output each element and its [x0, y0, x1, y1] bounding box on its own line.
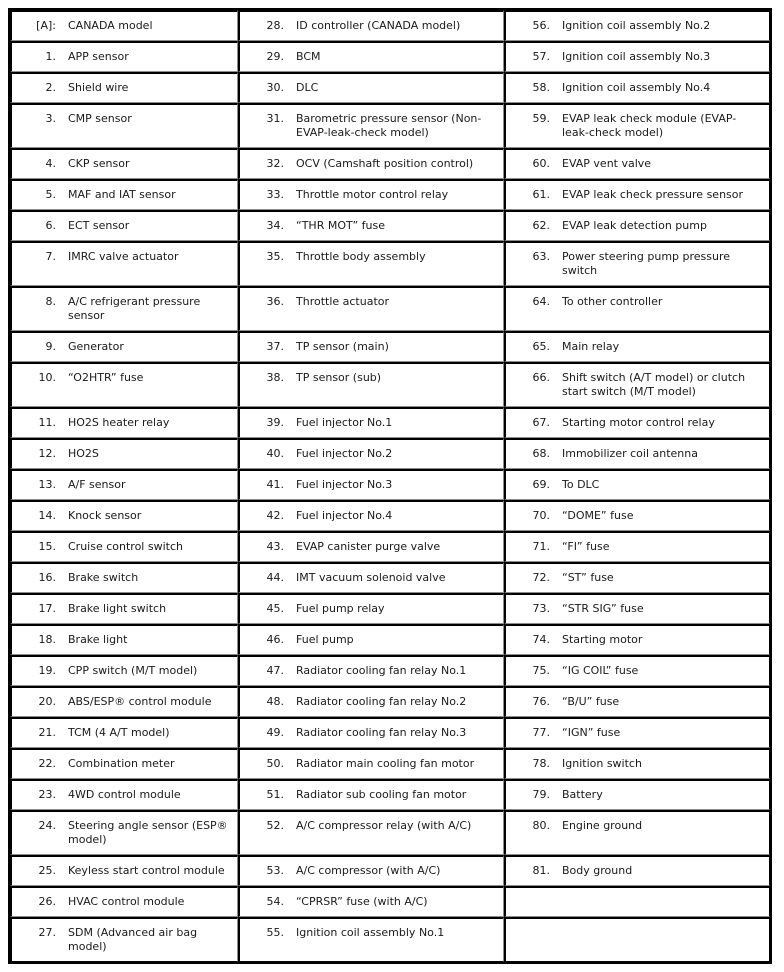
item-label: EVAP leak check module (EVAP-leak-check model) — [562, 112, 737, 139]
legend-cell — [504, 531, 770, 562]
item-label: Fuel pump relay — [296, 602, 385, 615]
table-row — [10, 531, 770, 562]
item-number: 17. — [38, 602, 56, 615]
item-label: “B/U” fuse — [562, 695, 620, 708]
item-number: 36. — [266, 295, 284, 308]
item-number: 78. — [532, 757, 550, 770]
item-label: DLC — [296, 81, 319, 94]
item-label: APP sensor — [68, 50, 129, 63]
item-number: 43. — [266, 540, 284, 553]
item-number: 58. — [532, 81, 550, 94]
table-row — [10, 148, 770, 179]
table-row — [10, 10, 770, 41]
table-row — [10, 886, 770, 917]
item-number: 2. — [45, 81, 56, 94]
item-number: 71. — [532, 540, 550, 553]
item-label: To other controller — [562, 295, 663, 308]
item-number: 31. — [266, 112, 284, 125]
legend-cell — [238, 148, 504, 179]
item-number: 50. — [266, 757, 284, 770]
item-number: 73. — [532, 602, 550, 615]
item-label: Brake light — [68, 633, 128, 646]
table-row — [10, 210, 770, 241]
legend-cell — [10, 624, 238, 655]
table-row — [10, 562, 770, 593]
item-label: Barometric pressure sensor (Non-EVAP-leak-check model) — [296, 112, 482, 139]
legend-cell — [238, 286, 504, 331]
item-number: [A]: — [36, 19, 56, 32]
item-number: 77. — [532, 726, 550, 739]
legend-cell — [10, 717, 238, 748]
legend-cell — [10, 331, 238, 362]
component-legend-table — [8, 8, 772, 964]
item-label: Radiator cooling fan relay No.1 — [296, 664, 467, 677]
item-label: Engine ground — [562, 819, 643, 832]
item-label: Ignition coil assembly No.2 — [562, 19, 711, 32]
item-label: Throttle body assembly — [296, 250, 426, 263]
item-number: 30. — [266, 81, 284, 94]
item-number: 76. — [532, 695, 550, 708]
item-label: Power steering pump pressure switch — [562, 250, 731, 277]
item-number: 68. — [532, 447, 550, 460]
item-label: Shift switch (A/T model) or clutch start switch (M/T model) — [562, 371, 746, 398]
legend-cell — [504, 624, 770, 655]
item-number: 4. — [45, 157, 56, 170]
item-number: 23. — [38, 788, 56, 801]
item-label: “THR MOT” fuse — [296, 219, 385, 232]
legend-cell — [10, 855, 238, 886]
item-label: Ignition coil assembly No.3 — [562, 50, 711, 63]
legend-cell — [238, 331, 504, 362]
legend-cell — [10, 917, 238, 962]
legend-cell — [504, 241, 770, 286]
legend-cell — [10, 241, 238, 286]
item-label: TP sensor (main) — [296, 340, 389, 353]
item-number: 61. — [532, 188, 550, 201]
item-label: ID controller (CANADA model) — [296, 19, 461, 32]
legend-cell — [238, 179, 504, 210]
table-row — [10, 103, 770, 148]
table-row — [10, 438, 770, 469]
legend-cell — [10, 655, 238, 686]
item-label: ABS/ESP® control module — [68, 695, 212, 708]
item-number: 80. — [532, 819, 550, 832]
legend-cell — [504, 810, 770, 855]
legend-cell — [238, 531, 504, 562]
table-row — [10, 241, 770, 286]
legend-cell — [10, 179, 238, 210]
item-number: 69. — [532, 478, 550, 491]
item-number: 55. — [266, 926, 284, 939]
item-number: 41. — [266, 478, 284, 491]
legend-cell — [238, 362, 504, 407]
item-number: 15. — [38, 540, 56, 553]
item-label: HO2S — [68, 447, 99, 460]
table-row — [10, 72, 770, 103]
item-label: Keyless start control module — [68, 864, 225, 877]
item-label: IMT vacuum solenoid valve — [296, 571, 446, 584]
legend-cell — [10, 748, 238, 779]
legend-cell — [10, 438, 238, 469]
item-number: 66. — [532, 371, 550, 384]
legend-cell — [504, 103, 770, 148]
item-label: “ST” fuse — [562, 571, 614, 584]
legend-cell — [10, 41, 238, 72]
item-number: 18. — [38, 633, 56, 646]
item-number: 32. — [266, 157, 284, 170]
item-number: 33. — [266, 188, 284, 201]
item-label: “O2HTR” fuse — [68, 371, 144, 384]
legend-cell — [10, 407, 238, 438]
table-row — [10, 779, 770, 810]
item-label: “IG COIL” fuse — [562, 664, 639, 677]
legend-cell — [238, 917, 504, 962]
item-number: 38. — [266, 371, 284, 384]
item-number: 75. — [532, 664, 550, 677]
legend-cell — [504, 855, 770, 886]
item-number: 8. — [45, 295, 56, 308]
legend-table-body — [10, 10, 770, 962]
legend-cell — [504, 210, 770, 241]
table-row — [10, 717, 770, 748]
item-number: 12. — [38, 447, 56, 460]
item-label: EVAP leak check pressure sensor — [562, 188, 744, 201]
item-number: 79. — [532, 788, 550, 801]
item-label: Brake switch — [68, 571, 139, 584]
item-label: “IGN” fuse — [562, 726, 621, 739]
legend-cell — [10, 500, 238, 531]
item-label: A/C refrigerant pressure sensor — [68, 295, 201, 322]
item-label: EVAP vent valve — [562, 157, 652, 170]
item-label: Combination meter — [68, 757, 175, 770]
item-label: Fuel pump — [296, 633, 354, 646]
item-number: 62. — [532, 219, 550, 232]
legend-cell — [10, 593, 238, 624]
item-label: OCV (Camshaft position control) — [296, 157, 474, 170]
item-label: CMP sensor — [68, 112, 132, 125]
legend-cell — [10, 779, 238, 810]
table-row — [10, 593, 770, 624]
table-row — [10, 179, 770, 210]
item-label: Main relay — [562, 340, 620, 353]
item-number: 48. — [266, 695, 284, 708]
item-label: Fuel injector No.3 — [296, 478, 393, 491]
item-label: CPP switch (M/T model) — [68, 664, 198, 677]
item-number: 49. — [266, 726, 284, 739]
item-label: CANADA model — [68, 19, 153, 32]
item-label: Ignition coil assembly No.4 — [562, 81, 711, 94]
item-number: 44. — [266, 571, 284, 584]
item-number: 14. — [38, 509, 56, 522]
item-label: Immobilizer coil antenna — [562, 447, 698, 460]
legend-cell — [238, 407, 504, 438]
table-row — [10, 362, 770, 407]
legend-cell — [504, 41, 770, 72]
legend-cell — [238, 655, 504, 686]
item-label: Ignition switch — [562, 757, 642, 770]
item-number: 39. — [266, 416, 284, 429]
legend-cell — [10, 148, 238, 179]
table-row — [10, 286, 770, 331]
item-label: Cruise control switch — [68, 540, 183, 553]
item-label: Radiator cooling fan relay No.3 — [296, 726, 467, 739]
legend-cell — [504, 593, 770, 624]
item-label: SDM (Advanced air bag model) — [68, 926, 198, 953]
legend-cell — [238, 562, 504, 593]
legend-cell-empty — [504, 886, 770, 917]
item-number: 26. — [38, 895, 56, 908]
legend-cell — [238, 438, 504, 469]
item-label: IMRC valve actuator — [68, 250, 179, 263]
item-number: 11. — [38, 416, 56, 429]
legend-cell — [238, 855, 504, 886]
item-label: Shield wire — [68, 81, 129, 94]
legend-cell — [10, 103, 238, 148]
legend-cell — [504, 286, 770, 331]
item-label: Starting motor control relay — [562, 416, 715, 429]
item-number: 42. — [266, 509, 284, 522]
legend-cell — [238, 41, 504, 72]
legend-cell — [10, 562, 238, 593]
legend-cell — [504, 469, 770, 500]
item-label: BCM — [296, 50, 321, 63]
item-number: 24. — [38, 819, 56, 832]
item-number: 56. — [532, 19, 550, 32]
item-label: Ignition coil assembly No.1 — [296, 926, 445, 939]
legend-cell — [504, 748, 770, 779]
item-number: 46. — [266, 633, 284, 646]
item-label: Body ground — [562, 864, 633, 877]
item-label: Throttle actuator — [296, 295, 390, 308]
item-label: “FI” fuse — [562, 540, 610, 553]
legend-cell — [504, 686, 770, 717]
legend-cell — [10, 686, 238, 717]
table-row — [10, 855, 770, 886]
table-row — [10, 655, 770, 686]
item-label: HVAC control module — [68, 895, 185, 908]
item-number: 67. — [532, 416, 550, 429]
legend-cell — [238, 500, 504, 531]
table-row — [10, 41, 770, 72]
item-number: 60. — [532, 157, 550, 170]
item-label: “STR SIG” fuse — [562, 602, 644, 615]
legend-cell — [238, 210, 504, 241]
item-number: 72. — [532, 571, 550, 584]
item-label: Steering angle sensor (ESP® model) — [68, 819, 228, 846]
item-number: 81. — [532, 864, 550, 877]
item-label: CKP sensor — [68, 157, 130, 170]
legend-cell — [504, 500, 770, 531]
legend-cell — [504, 72, 770, 103]
item-label: Throttle motor control relay — [296, 188, 449, 201]
item-label: A/F sensor — [68, 478, 126, 491]
item-label: EVAP leak detection pump — [562, 219, 707, 232]
item-label: MAF and IAT sensor — [68, 188, 176, 201]
item-number: 25. — [38, 864, 56, 877]
item-number: 45. — [266, 602, 284, 615]
item-number: 6. — [45, 219, 56, 232]
item-label: Generator — [68, 340, 124, 353]
item-label: To DLC — [562, 478, 600, 491]
item-number: 37. — [266, 340, 284, 353]
legend-cell — [238, 624, 504, 655]
legend-cell — [238, 748, 504, 779]
legend-cell — [504, 179, 770, 210]
item-number: 20. — [38, 695, 56, 708]
item-number: 35. — [266, 250, 284, 263]
item-label: Radiator sub cooling fan motor — [296, 788, 467, 801]
item-label: Starting motor — [562, 633, 643, 646]
legend-cell — [238, 10, 504, 41]
legend-cell — [238, 779, 504, 810]
table-row — [10, 331, 770, 362]
item-label: TP sensor (sub) — [296, 371, 382, 384]
legend-cell — [238, 469, 504, 500]
item-label: “CPRSR” fuse (with A/C) — [296, 895, 428, 908]
legend-cell — [10, 810, 238, 855]
legend-cell — [238, 593, 504, 624]
item-number: 3. — [45, 112, 56, 125]
table-row — [10, 686, 770, 717]
legend-cell — [504, 148, 770, 179]
item-number: 28. — [266, 19, 284, 32]
table-row — [10, 624, 770, 655]
legend-cell — [238, 886, 504, 917]
item-number: 59. — [532, 112, 550, 125]
legend-cell — [10, 286, 238, 331]
item-number: 19. — [38, 664, 56, 677]
legend-cell — [504, 407, 770, 438]
item-label: Radiator cooling fan relay No.2 — [296, 695, 467, 708]
table-row — [10, 917, 770, 962]
item-label: EVAP canister purge valve — [296, 540, 441, 553]
item-label: A/C compressor (with A/C) — [296, 864, 441, 877]
item-number: 74. — [532, 633, 550, 646]
legend-cell — [10, 10, 238, 41]
item-label: Fuel injector No.4 — [296, 509, 393, 522]
table-row — [10, 500, 770, 531]
legend-cell — [238, 241, 504, 286]
item-number: 54. — [266, 895, 284, 908]
legend-cell — [10, 72, 238, 103]
item-number: 70. — [532, 509, 550, 522]
item-label: Brake light switch — [68, 602, 167, 615]
item-number: 51. — [266, 788, 284, 801]
item-number: 22. — [38, 757, 56, 770]
item-number: 27. — [38, 926, 56, 939]
item-number: 57. — [532, 50, 550, 63]
legend-cell — [238, 686, 504, 717]
legend-cell — [504, 362, 770, 407]
item-number: 5. — [45, 188, 56, 201]
item-number: 34. — [266, 219, 284, 232]
item-label: 4WD control module — [68, 788, 181, 801]
legend-cell — [238, 810, 504, 855]
item-label: ECT sensor — [68, 219, 130, 232]
legend-cell — [10, 362, 238, 407]
item-label: Knock sensor — [68, 509, 142, 522]
item-number: 7. — [45, 250, 56, 263]
item-label: Radiator main cooling fan motor — [296, 757, 475, 770]
legend-cell — [238, 72, 504, 103]
legend-cell — [504, 438, 770, 469]
legend-cell — [504, 717, 770, 748]
item-number: 40. — [266, 447, 284, 460]
legend-cell — [10, 531, 238, 562]
item-number: 53. — [266, 864, 284, 877]
item-number: 9. — [45, 340, 56, 353]
item-number: 29. — [266, 50, 284, 63]
item-number: 47. — [266, 664, 284, 677]
item-number: 65. — [532, 340, 550, 353]
item-label: A/C compressor relay (with A/C) — [296, 819, 472, 832]
legend-cell — [10, 469, 238, 500]
item-number: 64. — [532, 295, 550, 308]
item-number: 52. — [266, 819, 284, 832]
item-label: HO2S heater relay — [68, 416, 170, 429]
legend-cell — [504, 562, 770, 593]
legend-cell — [504, 10, 770, 41]
legend-cell — [504, 779, 770, 810]
item-number: 1. — [45, 50, 56, 63]
legend-cell — [10, 210, 238, 241]
item-number: 13. — [38, 478, 56, 491]
item-label: TCM (4 A/T model) — [68, 726, 170, 739]
item-number: 21. — [38, 726, 56, 739]
item-number: 10. — [38, 371, 56, 384]
legend-cell-empty — [504, 917, 770, 962]
legend-cell — [238, 717, 504, 748]
table-row — [10, 810, 770, 855]
item-number: 16. — [38, 571, 56, 584]
item-label: Fuel injector No.1 — [296, 416, 393, 429]
item-label: “DOME” fuse — [562, 509, 634, 522]
table-row — [10, 407, 770, 438]
legend-cell — [504, 331, 770, 362]
item-label: Fuel injector No.2 — [296, 447, 393, 460]
item-label: Battery — [562, 788, 603, 801]
legend-cell — [504, 655, 770, 686]
legend-cell — [238, 103, 504, 148]
table-row — [10, 469, 770, 500]
table-row — [10, 748, 770, 779]
item-number: 63. — [532, 250, 550, 263]
legend-cell — [10, 886, 238, 917]
